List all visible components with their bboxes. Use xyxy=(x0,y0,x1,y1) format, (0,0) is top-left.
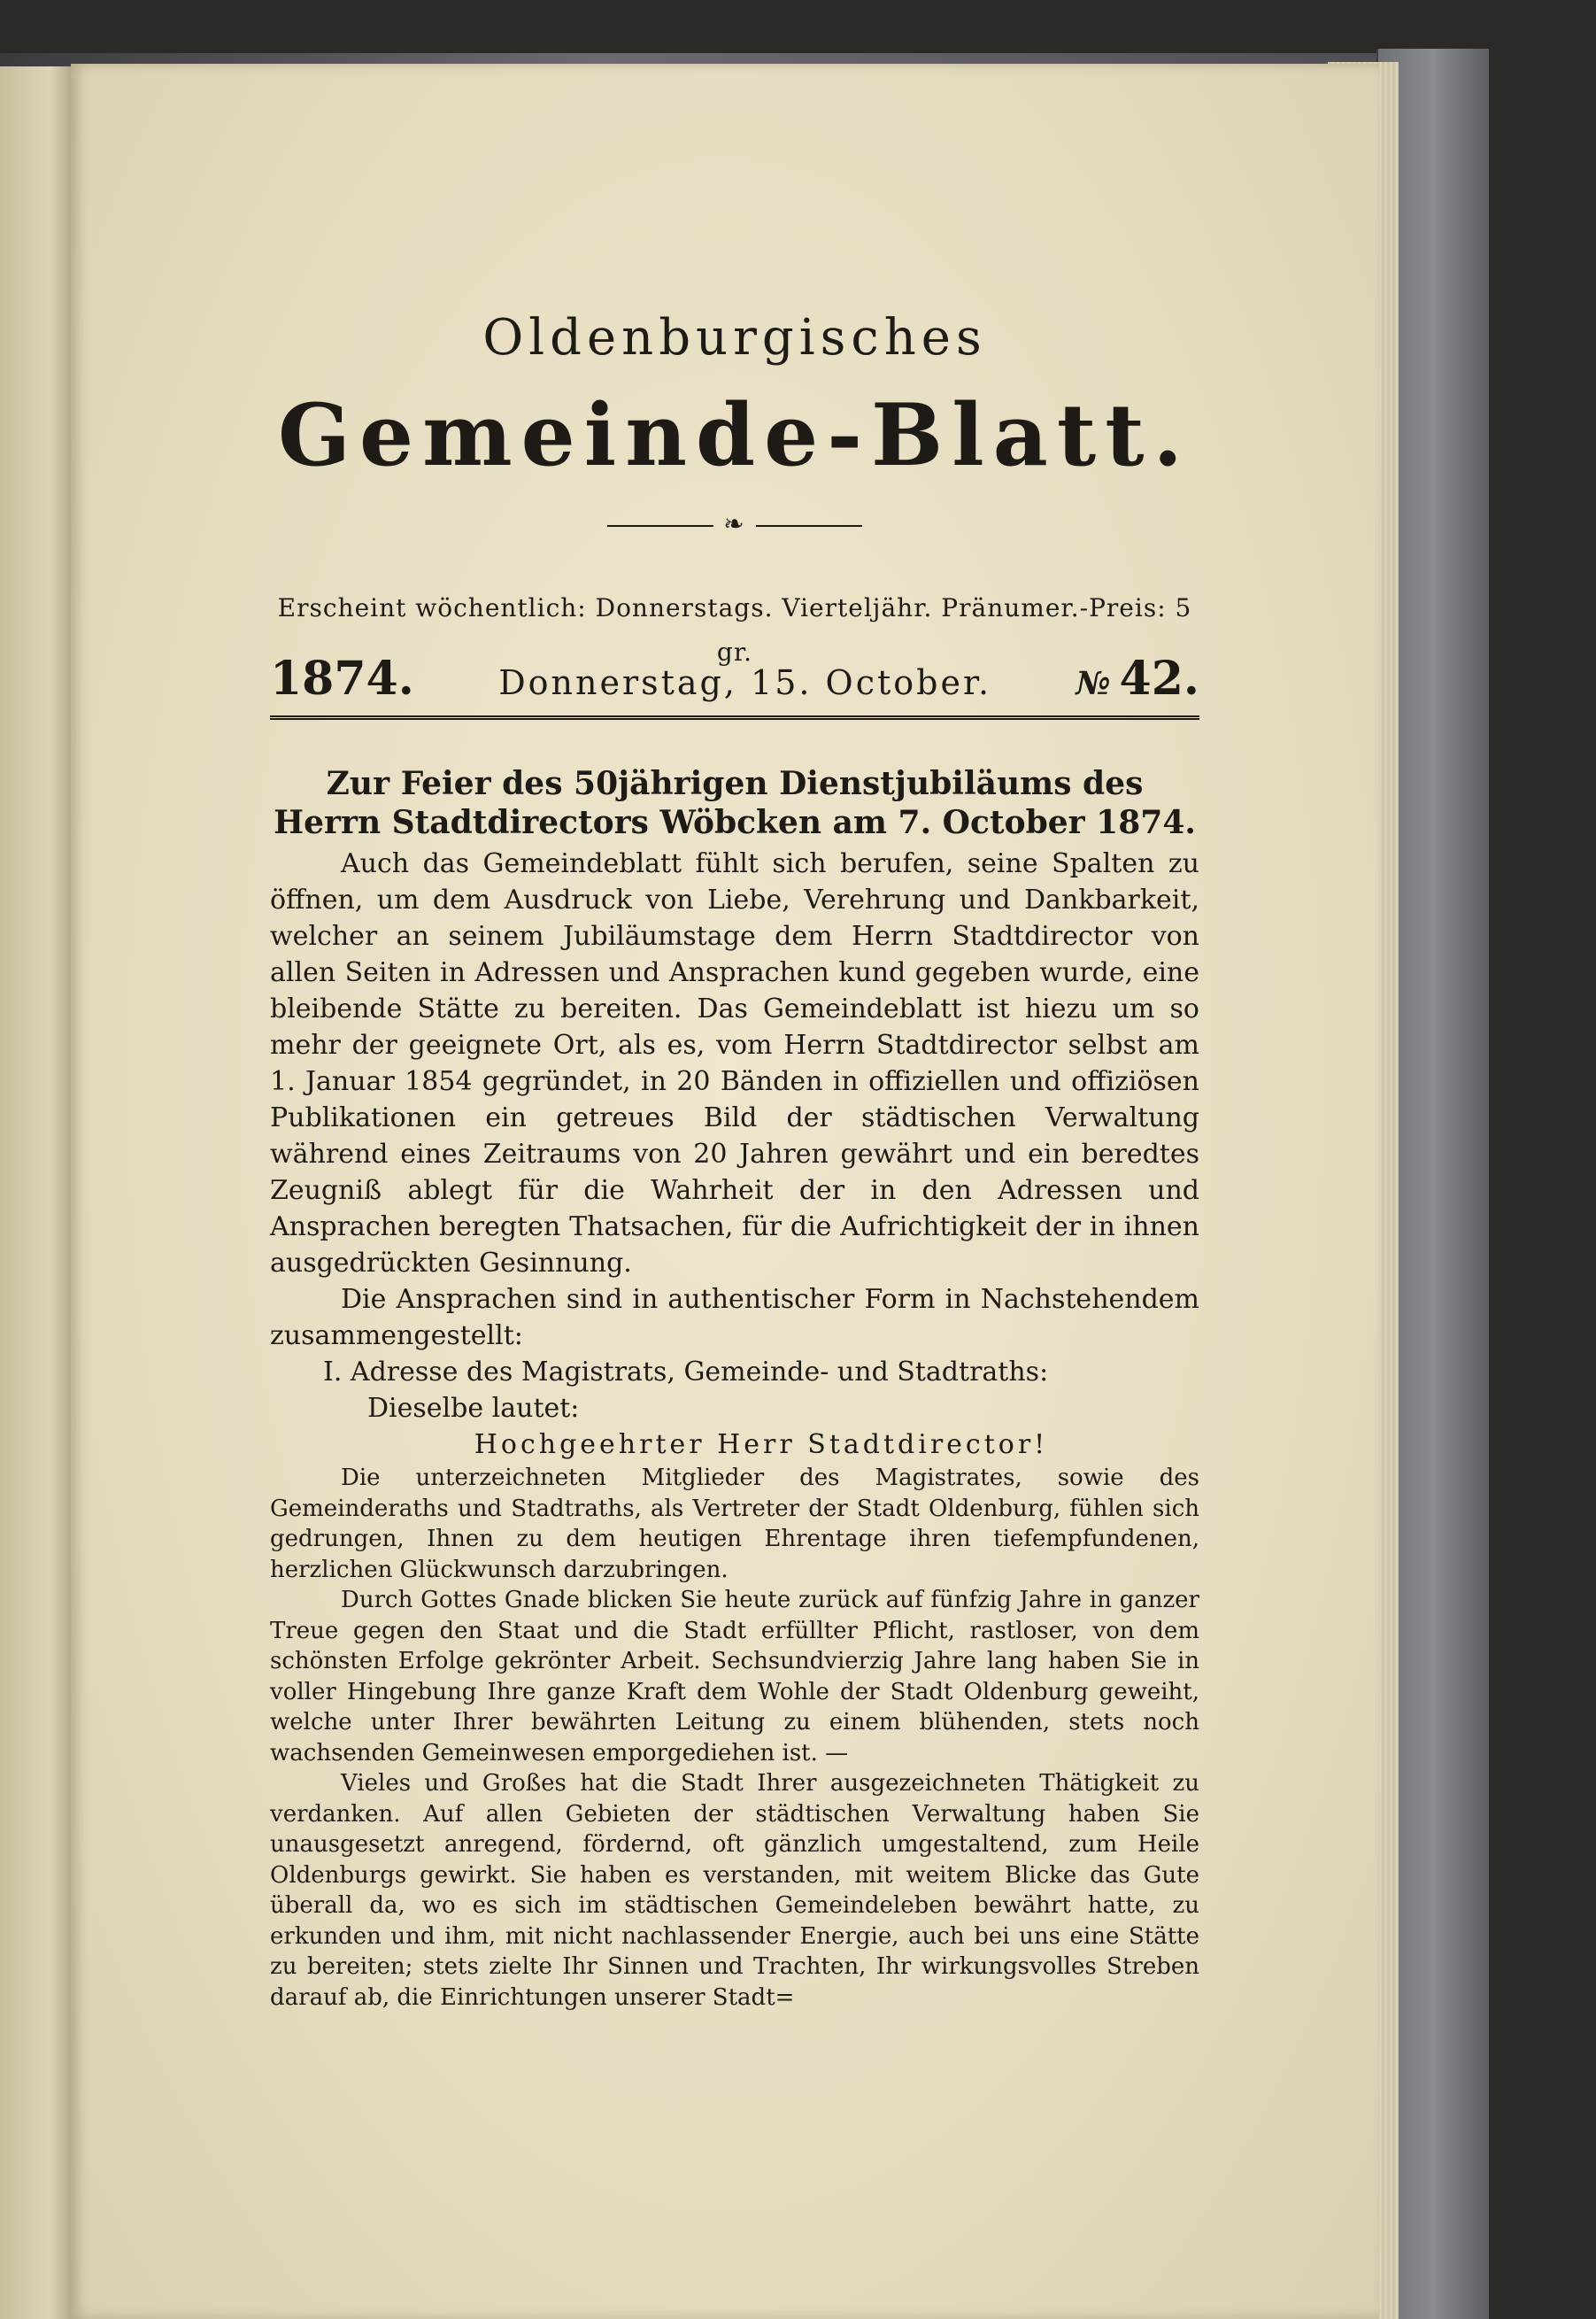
issue-dateline xyxy=(270,648,1199,720)
issue-year: 1874. xyxy=(270,652,414,706)
letter-paragraph: Vieles und Großes hat die Stadt Ihrer ausgezeichneten Thätigkeit zu verdanken. Auf allen Gebieten der städtischen Verwaltung haben Sie unausgesetzt anregend, fördernd, oft gänzlich umgestaltend, zum Heile Oldenburgs gewirkt. Sie haben es verstanden, mit weitem Blicke das Gute überall da, wo es sich im städtischen Gemeindeleben bewährt hatte, zu erkunden und ihm, mit nicht nachlassender Energie, auch bei uns eine Stätte zu bereiten; stets zielte Ihr Sinnen und Trachten, Ihr wirkungsvolles Streben darauf ab, die Einrichtungen unserer Stadt= xyxy=(270,1770,1199,2011)
article-body xyxy=(270,846,1199,1354)
letter-paragraph: Die unterzeichneten Mitglieder des Magistrates, sowie des Gemeinderaths und Stadtraths, als Vertreter der Stadt Oldenburg, fühlen sich gedrungen, Ihnen zu dem heutigen Ehrentage ihren tiefempfundenen, herzlichen Glückwunsch darzubringen. xyxy=(270,1465,1199,1583)
letter-salutation: Hochgeehrter Herr Stadtdirector! xyxy=(474,1429,1049,1460)
publication-info: Erscheint wöchentlich: Donnerstags. Vierteljähr. Pränumer.-Preis: 5 gr. xyxy=(277,593,1192,667)
ornament-line-right xyxy=(756,525,862,527)
left-page-edge xyxy=(0,66,71,2319)
article-headline: Zur Feier des 50jährigen Dienstjubiläums des Herrn Stadtdirectors Wöbcken am 7. October 1874. xyxy=(274,765,1196,841)
ornament-line-left xyxy=(607,525,713,527)
article-paragraph: Auch das Gemeindeblatt fühlt sich berufen, seine Spalten zu öffnen, um dem Ausdruck von Liebe, Verehrung und Dankbarkeit, welcher an seinem Jubiläumstage dem Herrn Stadtdirector von allen Seiten in Adressen und Ansprachen kund gegeben wurde, eine bleibende Stätte zu bereiten. Das Gemeindeblatt ist hiezu um so mehr der geeignete Ort, als es, vom Herrn Stadtdirector selbst am 1. Januar 1854 gegründet, in 20 Bänden in offiziellen und offiziösen Publikationen ein getreues Bild der städtischen Verwaltung während eines Zeitraums von 20 Jahren gewährt und ein beredtes Zeugniß ablegt für die Wahrheit der in den Adressen und Ansprachen beregten Thatsachen, für die Aufrichtigkeit der in ihnen ausgedrückten Gesinnung. xyxy=(270,848,1199,1279)
letter-paragraph: Durch Gottes Gnade blicken Sie heute zurück auf fünfzig Jahre in ganzer Treue gegen den Staat und die Stadt erfüllter Pflicht, rastloser, von dem schönsten Erfolge gekrönter Arbeit. Sechsundvierzig Jahre lang haben Sie in voller Hingebung Ihre ganze Kraft dem Wohle der Stadt Oldenburg geweiht, welche unter Ihrer bewährten Leitung zu einem blühenden, stets noch wachsenden Gemeinwesen emporgediehen ist. — xyxy=(270,1587,1199,1766)
letter-body xyxy=(270,1463,1199,2013)
masthead-subtitle: Oldenburgisches xyxy=(482,309,987,367)
issue-date: Donnerstag, 15. October. xyxy=(498,663,992,702)
masthead-title: Gemeinde-Blatt. xyxy=(278,385,1191,485)
issue-number xyxy=(1076,648,1199,715)
page-content xyxy=(270,303,1199,2013)
article-paragraph: Die Ansprachen sind in authentischer Form in Nachstehendem zusammengestellt: xyxy=(270,1284,1199,1351)
section-title: I. Adresse des Magistrats, Gemeinde- und Stadtraths: xyxy=(323,1357,1049,1388)
issue-number-value: 42. xyxy=(1119,652,1199,706)
section-subtitle: Dieselbe lautet: xyxy=(367,1393,580,1424)
newspaper-page xyxy=(71,64,1379,2319)
ornament-flourish-icon: ❧ xyxy=(723,509,746,538)
masthead-ornament xyxy=(270,498,1199,551)
number-sign: № xyxy=(1076,665,1111,702)
